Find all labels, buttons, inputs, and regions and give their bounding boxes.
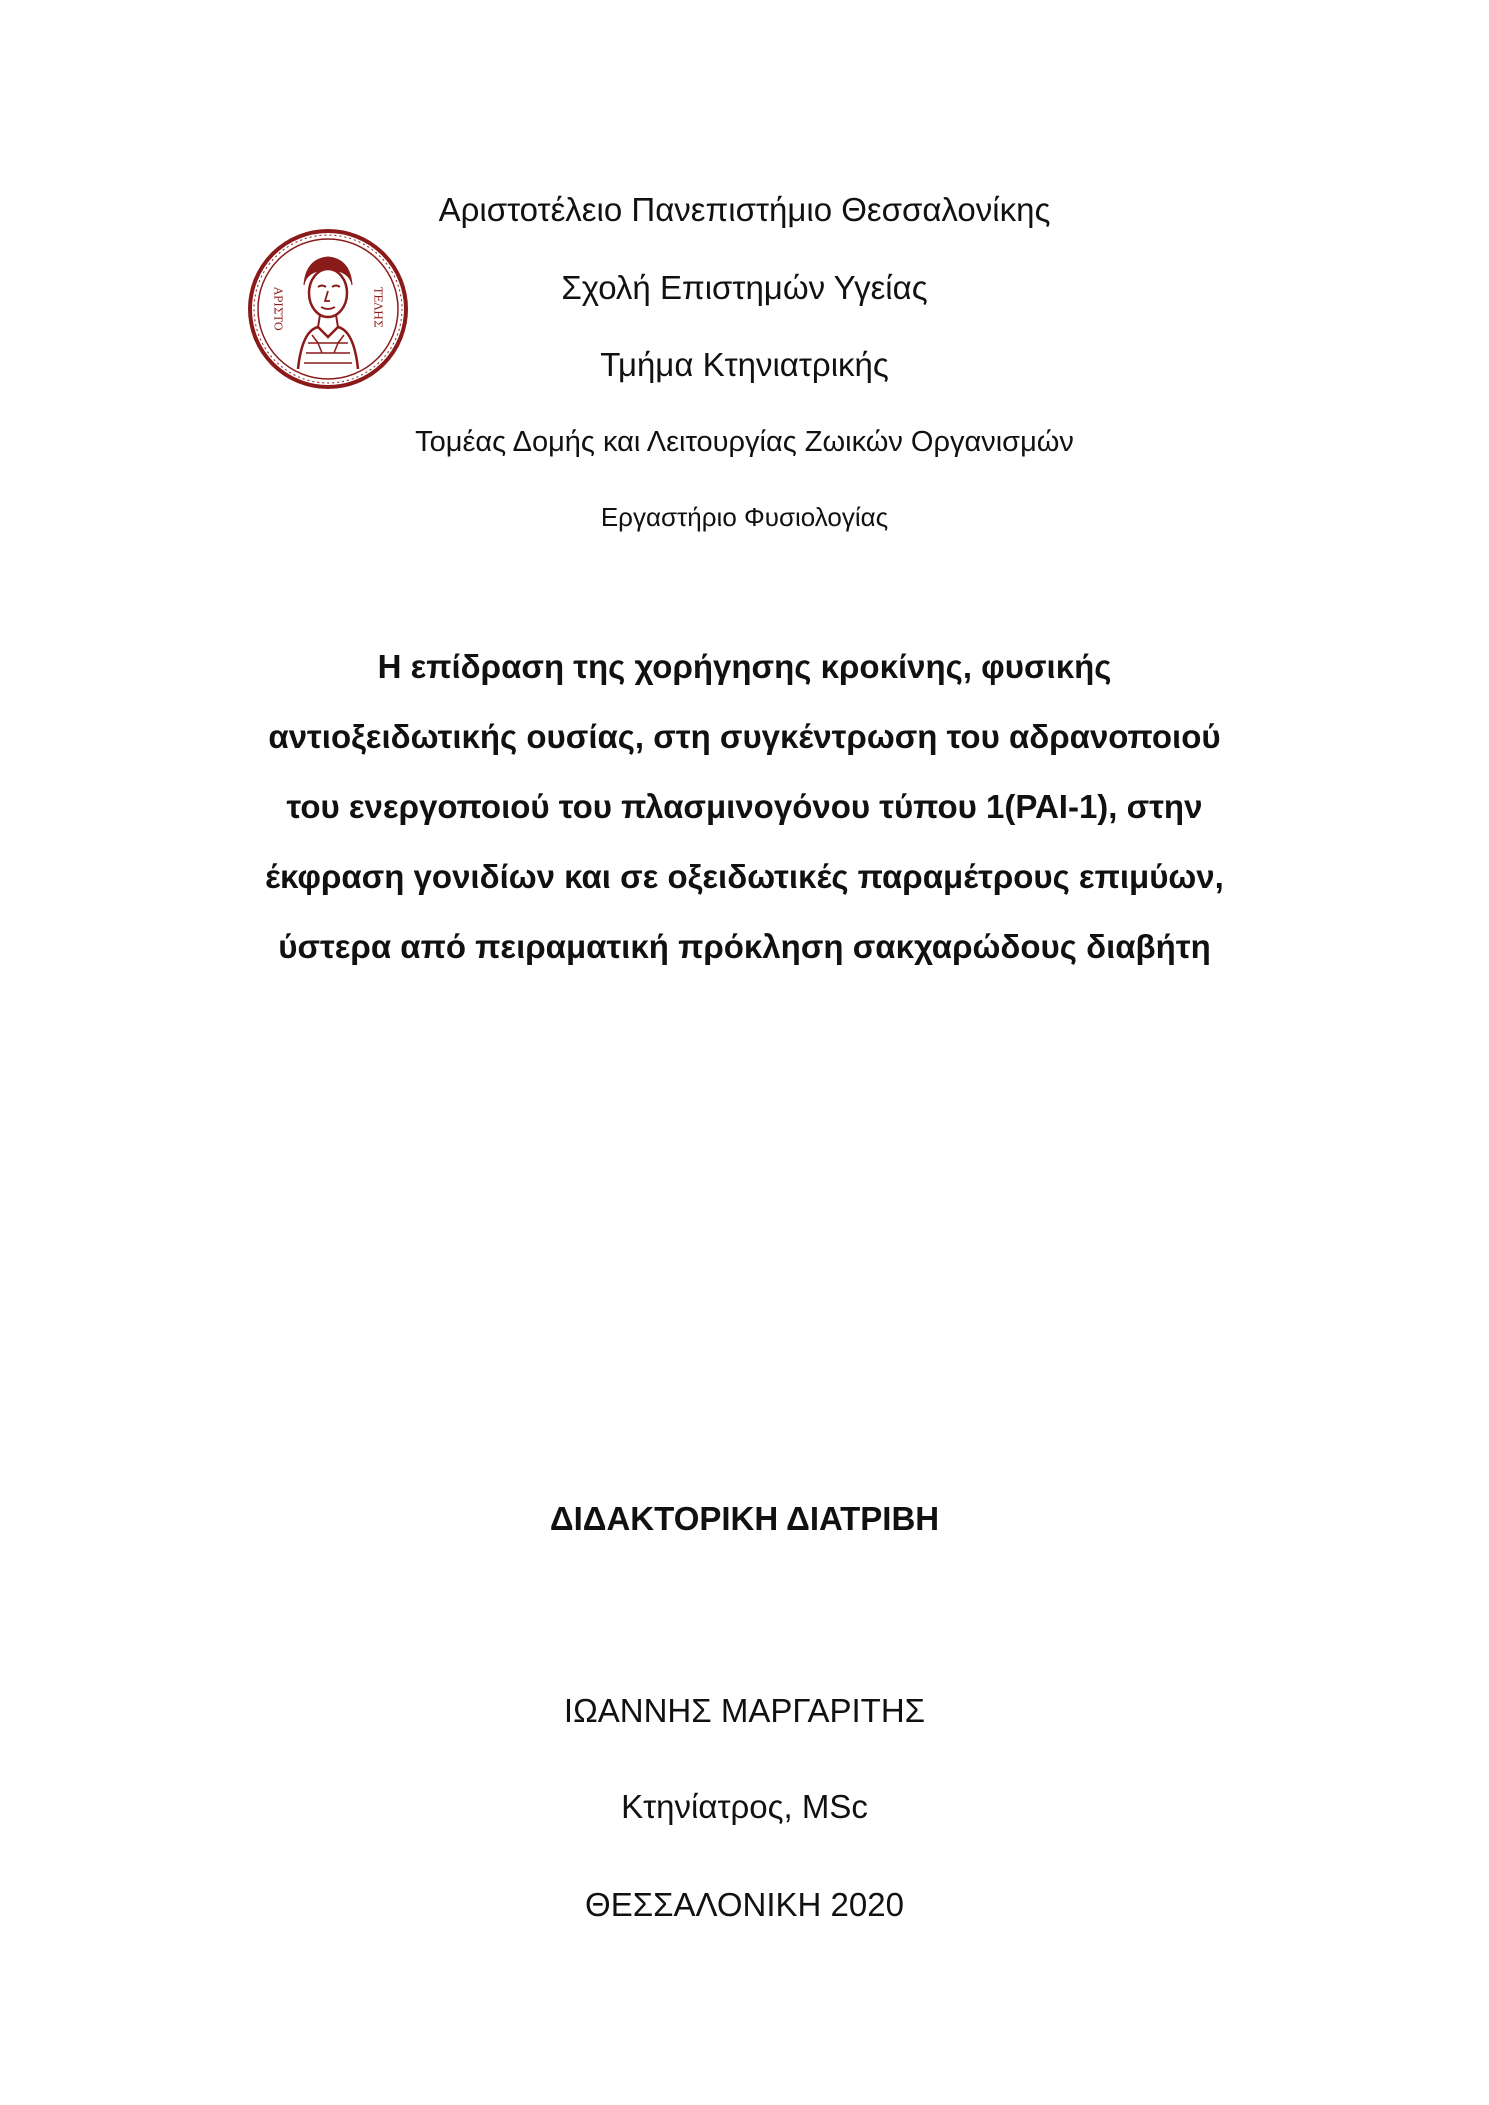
title-line: του ενεργοποιού του πλασμινογόνου τύπου 1(PAI-1), στην bbox=[286, 788, 1203, 825]
school-name: Σχολή Επιστημών Υγείας bbox=[561, 269, 928, 306]
author-credentials: Κτηνίατρος, MSc bbox=[621, 1788, 868, 1825]
laboratory-name: Εργαστήριο Φυσιολογίας bbox=[600, 502, 889, 532]
thesis-type: ΔΙΔΑΚΤΟΡΙΚΗ ΔΙΑΤΡΙΒΗ bbox=[549, 1500, 940, 1537]
sector-name: Τομέας Δομής και Λειτουργίας Ζωικών Οργανισμών bbox=[415, 426, 1074, 458]
department-name: Τμήμα Κτηνιατρικής bbox=[600, 346, 889, 383]
seal-right-text: ΤΕΛΗΣ bbox=[371, 287, 385, 328]
place-year: ΘΕΣΣΑΛΟΝΙΚΗ 2020 bbox=[585, 1886, 904, 1923]
title-line: ύστερα από πειραματική πρόκληση σακχαρώδους διαβήτη bbox=[278, 928, 1211, 965]
title-line: Η επίδραση της χορήγησης κροκίνης, φυσικής bbox=[377, 648, 1112, 685]
seal-left-text: ΑΡΙΣΤΟ bbox=[271, 287, 285, 331]
author-name: ΙΩΑΝΝΗΣ ΜΑΡΓΑΡΙΤΗΣ bbox=[563, 1692, 926, 1729]
university-name: Αριστοτέλειο Πανεπιστήμιο Θεσσαλονίκης bbox=[438, 191, 1051, 228]
title-line: αντιοξειδωτικής ουσίας, στη συγκέντρωση του αδρανοποιού bbox=[268, 718, 1221, 755]
title-line: έκφραση γονιδίων και σε οξειδωτικές παραμέτρους επιμύων, bbox=[265, 858, 1224, 895]
